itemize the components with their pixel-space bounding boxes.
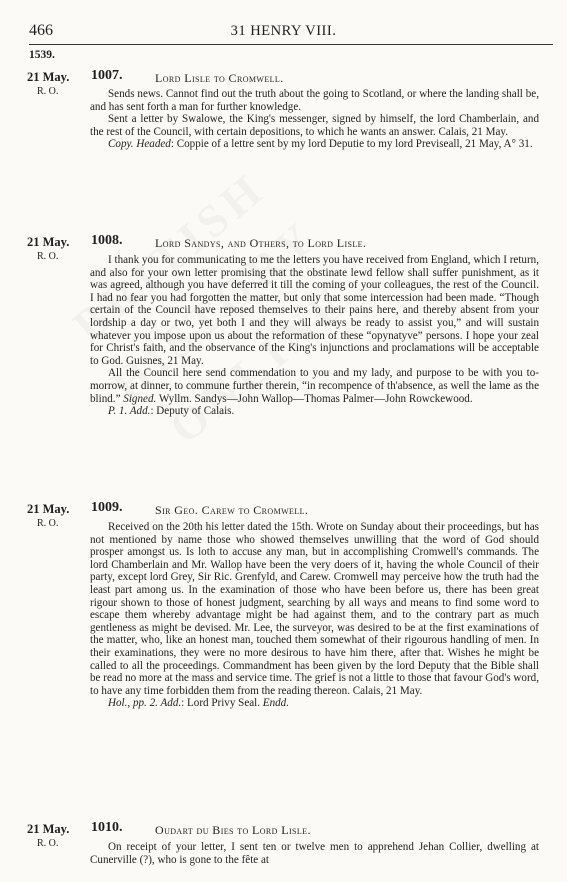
entry-source: R. O. bbox=[37, 518, 59, 529]
signed-label: Signed. bbox=[123, 392, 157, 405]
entry-note bbox=[90, 697, 539, 710]
page-header bbox=[0, 22, 567, 42]
entry-title: Lord Sandys, and Others, to Lord Lisle. bbox=[155, 236, 367, 250]
entry-body bbox=[90, 254, 539, 418]
entry-date: 21 May. bbox=[27, 70, 70, 84]
paragraph: I thank you for communicating to me the letters you have received from England, which I return, and also for your own letter promising that the obstinate lewd fellow shall suffer punishment, as it was agreed, although you have deferred it till the coming of your colleagues, the rest of the Council. I had no fear you had forgotten the matter, but only that some intercession had been made. “Though certain of the Council have reposed themselves to their pains here, and thereby absent from your lordship a day or two, yet both I and they will always be ready to assist you,” and will sustain whatever you impose upon us about the reformation of these “opynatyve” persons. I hope your zeal for Christ's faith, and the observance of the King's injunctions and proclamations will be acceptable to God. Guisnes, 21 May. bbox=[90, 254, 539, 367]
paragraph: On receipt of your letter, I sent ten or twelve men to apprehend Jehan Collier, dwelling at Cunerville (?), who is gone to the fête at bbox=[90, 841, 539, 866]
entry-number: 1008. bbox=[91, 233, 123, 248]
entry-body bbox=[90, 841, 539, 866]
entry-note bbox=[90, 138, 539, 151]
note-text: : Lord Privy Seal. bbox=[181, 697, 263, 710]
note-text: : Deputy of Calais. bbox=[150, 405, 235, 418]
entry-title: Lord Lisle to Cromwell. bbox=[155, 71, 284, 85]
entry-date: 21 May. bbox=[27, 235, 70, 249]
note-lead: P. 1. Add. bbox=[108, 405, 151, 418]
entry-source: R. O. bbox=[37, 838, 59, 849]
entry-body bbox=[90, 521, 539, 710]
note-text: : Coppie of a lettre sent by my lord Deputie to my lord Previseall, 21 May, A° 31. bbox=[170, 138, 533, 151]
entry-title: Oudart du Bies to Lord Lisle. bbox=[155, 823, 311, 837]
paragraph: Received on the 20th his letter dated the 15th. Wrote on Sunday about their proceedings, but has not mentioned by name those who showed themselves unwilling that the word of God should prosper amongst us. Is loth to accuse any man, but in accomplishing Cromwell's commands. The lord Chamberlain and Mr. Wallop have been the very doers of it, having the whole Council of their party, except lord Grey, Sir Ric. Grenfyld, and Carew. Cromwell may perceive how the truth had the least part among us. In the examination of those who have been before us, there has been great rigour shown to those of honest judgment, searching by all ways and means to find some word to escape them whereby advantage might be had against them, and to the contrary part as much gentleness as might be devised. Mr. Lee, the surveyor, was desired to be at the first examinations of the matter, who, like an honest man, touched them somewhat of their rigourous handling of men. In their examinations, they were no more desirous to have him there, after that. Wishes he might be called to all the proceedings. Commandment has been given by the lord Deputy that the Bible shall be read no more at the mass and service time. The grief is not a little to those that favour God's word, to have any time forbidden them from the reading thereon. Calais, 21 May. bbox=[90, 521, 539, 697]
entry-number: 1010. bbox=[91, 820, 123, 835]
entry-source: R. O. bbox=[37, 86, 59, 97]
entry-date: 21 May. bbox=[27, 502, 70, 516]
entry-date: 21 May. bbox=[27, 822, 70, 836]
paragraph: Sent a letter by Swalowe, the King's messenger, signed by himself, the lord Chamberlain, and the rest of the Council, with certain depositions, to which he wants an answer. Calais, 21 May. bbox=[90, 113, 539, 138]
signatories: Wyllm. Sandys—John Wallop—Thomas Palmer—John Rowckewood. bbox=[158, 392, 473, 405]
note-lead: Hol., pp. 2. Add. bbox=[108, 697, 182, 710]
year-marker: 1539. bbox=[29, 49, 55, 61]
entry-number: 1007. bbox=[91, 68, 123, 83]
entry-note bbox=[90, 405, 539, 418]
header-rule bbox=[29, 44, 553, 45]
closing-paragraph bbox=[90, 367, 539, 405]
entry-title: Sir Geo. Carew to Cromwell. bbox=[155, 503, 309, 517]
running-title: 31 HENRY VIII. bbox=[230, 23, 337, 39]
entry-body bbox=[90, 88, 539, 151]
note-tail: Endd. bbox=[262, 697, 289, 710]
page-number: 466 bbox=[29, 22, 53, 39]
paragraph: Sends news. Cannot find out the truth about the going to Scotland, or where the landing shall be, and has sent forth a man for further knowledge. bbox=[90, 88, 539, 113]
entry-source: R. O. bbox=[37, 251, 59, 262]
entry-number: 1009. bbox=[91, 500, 123, 515]
note-lead: Copy. Headed bbox=[108, 138, 171, 151]
closing-text: All the Council here send commendation to you and my lady, and purpose to be with you to-morrow, at dinner, to commune further therein, “in recompence of th'absence, as well the lame as the blind.” bbox=[90, 367, 539, 405]
